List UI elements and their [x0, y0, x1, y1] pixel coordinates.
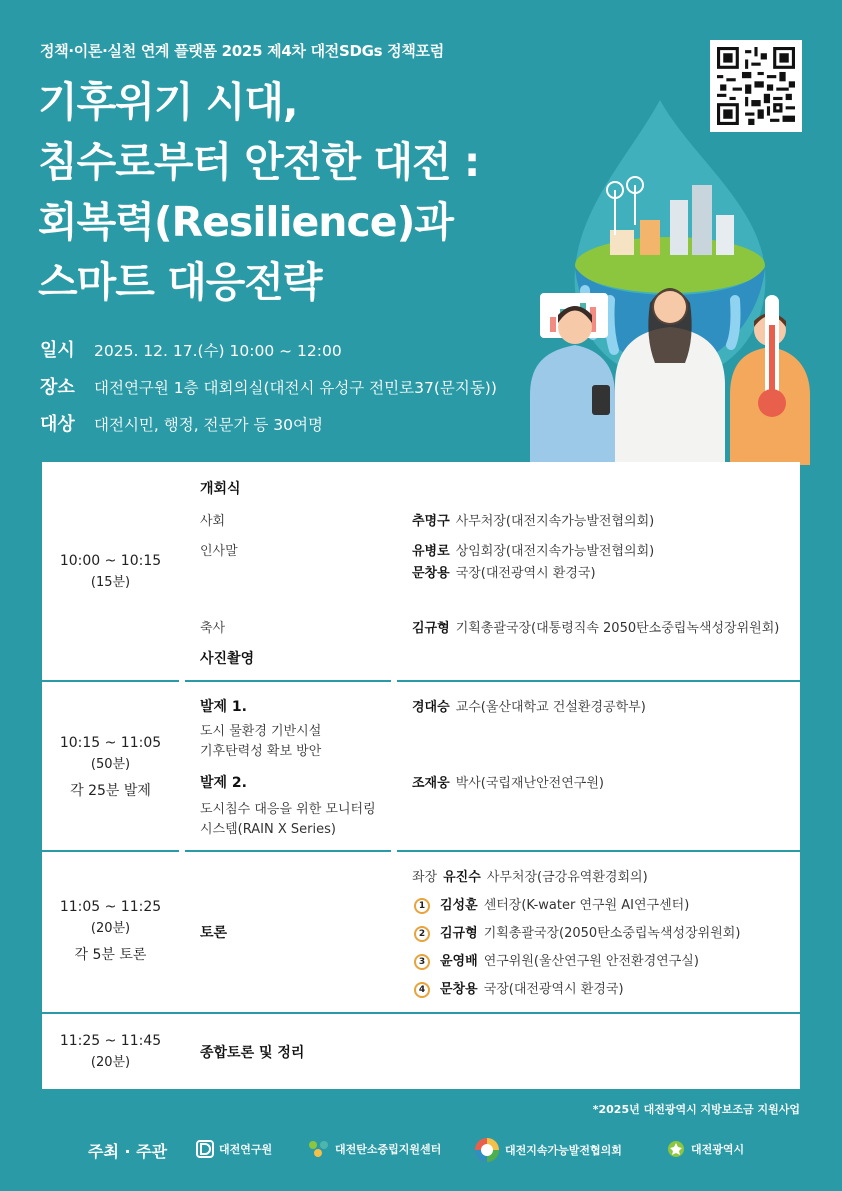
chair-label: 좌장	[412, 870, 438, 885]
speaker-name: 유병로	[412, 544, 450, 559]
session-title: 사진촬영	[200, 651, 255, 667]
talk-topic: 도시침수 대응을 위한 모니터링	[200, 802, 376, 817]
panelist-title: 국장(대전광역시 환경국)	[483, 982, 624, 997]
info-label: 대상	[40, 414, 75, 435]
speaker-title: 사무처장(대전지속가능발전협의회)	[455, 514, 655, 529]
speaker-name: 조재웅	[412, 776, 450, 791]
talk-topic: 도시 물환경 기반시설	[200, 724, 322, 739]
chair-title: 사무처장(금강유역환경회의)	[486, 870, 648, 885]
host-label: 주최 · 주관	[88, 1142, 168, 1161]
duration: (50분)	[90, 757, 131, 772]
climate-illustration	[520, 95, 820, 465]
event-info	[40, 336, 497, 447]
info-value: 대전시민, 행정, 전문가 등 30여명	[94, 416, 323, 434]
carbon-center-logo-icon	[308, 1140, 330, 1158]
speaker-title: 상임회장(대전지속가능발전협의회)	[455, 544, 655, 559]
role-label: 축사	[200, 621, 226, 636]
panelist	[414, 894, 689, 914]
duration: (20분)	[90, 1055, 131, 1070]
panelist-name: 윤영배	[440, 954, 478, 969]
talk-label: 발제 1.	[200, 699, 247, 715]
panelist	[414, 978, 624, 998]
speaker-name: 경대승	[412, 700, 450, 715]
time-range: 10:00 ~ 10:15	[59, 553, 162, 569]
time-range: 10:15 ~ 11:05	[59, 735, 162, 751]
role-label: 인사말	[200, 544, 238, 559]
duration: (15분)	[90, 575, 131, 590]
speaker-name: 추명구	[412, 514, 450, 529]
sdg-wheel-icon	[474, 1137, 500, 1163]
chair-name: 유진수	[443, 870, 481, 885]
speaker-title: 기획총괄국장(대통령직속 2050탄소중립녹색성장위원회)	[455, 621, 780, 636]
session-title: 토론	[200, 925, 228, 941]
speaker-title: 박사(국립재난안전연구원)	[455, 776, 604, 791]
speaker	[412, 540, 654, 559]
session-time	[42, 1030, 179, 1074]
logo-daejeon-research	[196, 1140, 272, 1158]
chair	[412, 866, 648, 885]
speaker-name: 문창용	[412, 566, 450, 581]
session-note: 각 5분 토론	[74, 947, 147, 963]
logo-text: 대전연구원	[219, 1143, 273, 1156]
info-audience	[40, 410, 497, 447]
info-label: 장소	[40, 377, 75, 398]
info-label: 일시	[40, 340, 75, 361]
panelist	[414, 922, 740, 942]
speaker-title: 국장(대전광역시 환경국)	[455, 566, 596, 581]
footer	[0, 1135, 842, 1165]
logo-text: 대전탄소중립지원센터	[335, 1143, 442, 1156]
logo-daejeon-city	[666, 1140, 744, 1158]
talk-topic: 시스템(RAIN X Series)	[200, 822, 336, 837]
time-range: 11:25 ~ 11:45	[59, 1033, 162, 1049]
session-title: 종합토론 및 정리	[200, 1045, 305, 1061]
page-title	[38, 72, 479, 312]
logo-text: 대전광역시	[691, 1143, 745, 1156]
logo-carbon-center	[308, 1140, 441, 1158]
info-date	[40, 336, 497, 373]
logo-sustainable-council	[474, 1137, 622, 1163]
program-row-opening	[42, 462, 800, 680]
logo-text: 대전지속가능발전협의회	[505, 1144, 622, 1157]
program-table	[42, 462, 800, 1089]
duration: (20분)	[90, 921, 131, 936]
session-note: 각 25분 발제	[70, 783, 151, 799]
title-line: 기후위기 시대,	[38, 78, 298, 126]
title-line: 회복력(Resilience)과	[38, 198, 453, 246]
session-title: 개회식	[200, 481, 241, 497]
speaker-name: 김규형	[412, 621, 450, 636]
session-time	[42, 732, 179, 802]
title-line: 침수로부터 안전한 대전 :	[38, 138, 480, 186]
daejeon-city-logo-icon	[666, 1140, 686, 1158]
panelist-title: 기획총괄국장(2050탄소중립녹색성장위원회)	[483, 926, 741, 941]
panelist-name: 김규형	[440, 926, 478, 941]
program-row-discussion	[42, 852, 800, 1012]
info-value: 2025. 12. 17.(수) 10:00 ~ 12:00	[94, 342, 342, 360]
panelist-name: 문창용	[440, 982, 478, 997]
title-line: 스마트 대응전략	[38, 258, 322, 306]
panelist-title: 센터장(K-water 연구원 AI연구센터)	[483, 898, 690, 913]
speaker	[412, 510, 654, 529]
forum-subtitle: 정책·이론·실천 연계 플랫폼 2025 제4차 대전SDGs 정책포럼	[40, 42, 444, 60]
speaker	[412, 617, 779, 636]
session-time	[42, 896, 179, 966]
info-venue	[40, 373, 497, 410]
funding-note: *2025년 대전광역시 지방보조금 지원사업	[592, 1103, 800, 1116]
session-time	[42, 550, 179, 594]
number-badge: 4	[414, 982, 430, 998]
role-label: 사회	[200, 514, 226, 529]
talk-topic: 기후탄력성 확보 방안	[200, 744, 322, 759]
speaker	[412, 696, 646, 715]
panelist-name: 김성훈	[440, 898, 478, 913]
panelist-title: 연구위원(울산연구원 안전환경연구실)	[483, 954, 699, 969]
speaker	[412, 562, 596, 581]
daejeon-research-logo-icon	[196, 1140, 214, 1158]
time-range: 11:05 ~ 11:25	[59, 899, 162, 915]
number-badge: 2	[414, 926, 430, 942]
number-badge: 1	[414, 898, 430, 914]
speaker-title: 교수(울산대학교 건설환경공학부)	[455, 700, 646, 715]
speaker	[412, 772, 604, 791]
number-badge: 3	[414, 954, 430, 970]
panelist	[414, 950, 699, 970]
talk-label: 발제 2.	[200, 775, 247, 791]
program-row-presentations	[42, 682, 800, 850]
info-value: 대전연구원 1층 대회의실(대전시 유성구 전민로37(문지동))	[94, 379, 497, 397]
program-row-closing	[42, 1014, 800, 1089]
